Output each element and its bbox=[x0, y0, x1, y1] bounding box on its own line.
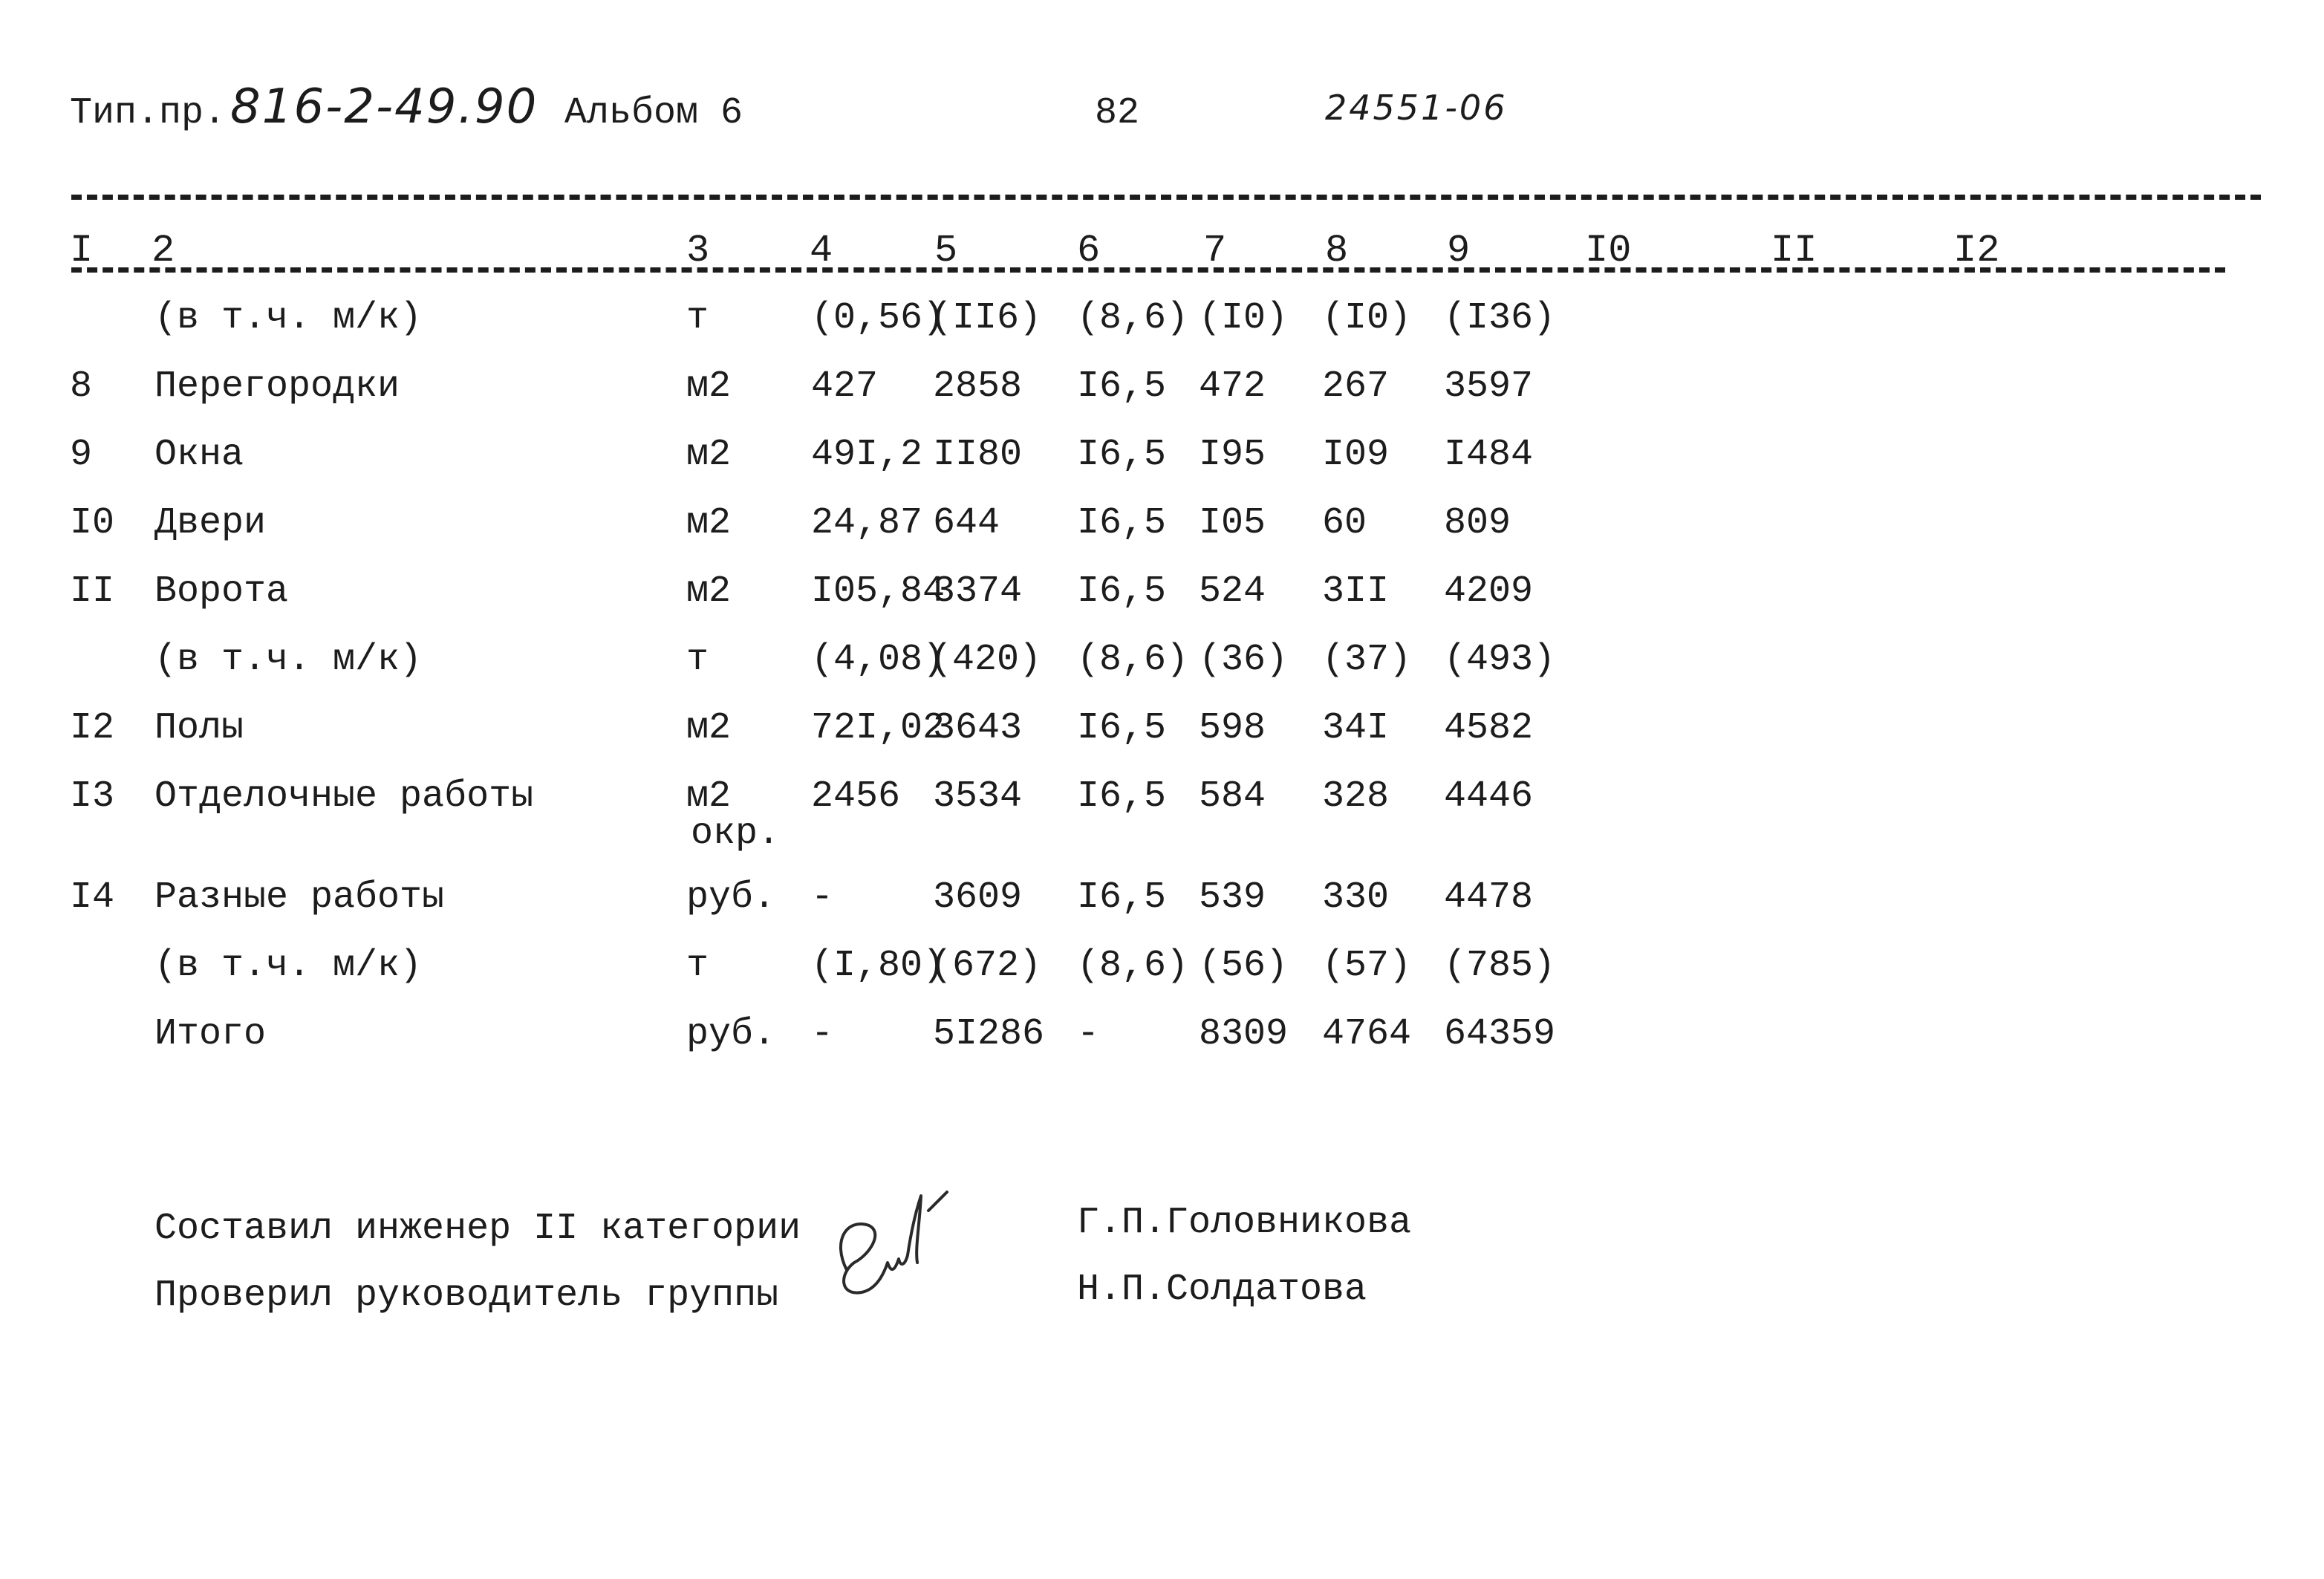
column-header-underline bbox=[71, 267, 2225, 273]
col-9-value: 4209 bbox=[1444, 570, 1534, 613]
unit-line-2: окр. bbox=[691, 813, 781, 855]
checked-by-label: Проверил руководитель группы bbox=[154, 1274, 779, 1317]
checked-by-name: Н.П.Солдатова bbox=[1077, 1269, 1367, 1311]
col-8-value: 34I bbox=[1322, 707, 1390, 749]
row-number: I0 bbox=[70, 502, 115, 544]
col-4-value: 72I,02 bbox=[811, 707, 945, 749]
col-8-value: (57) bbox=[1322, 945, 1412, 987]
item-name: Двери bbox=[154, 502, 267, 544]
album-label: Альбом 6 bbox=[564, 92, 743, 134]
col-6-value: I6,5 bbox=[1077, 365, 1167, 408]
doc-number: 24551-06 bbox=[1325, 88, 1508, 128]
col-8-value: 4764 bbox=[1322, 1013, 1412, 1055]
column-number: 8 bbox=[1325, 229, 1349, 273]
item-name: (в т.ч. м/к) bbox=[154, 639, 423, 681]
col-7-value: (I0) bbox=[1199, 297, 1289, 339]
item-name: Полы bbox=[154, 707, 244, 749]
item-name: Разные работы bbox=[154, 876, 445, 919]
row-number: 8 bbox=[70, 365, 93, 408]
column-number: I0 bbox=[1585, 229, 1632, 273]
col-6-value: (8,6) bbox=[1077, 945, 1189, 987]
unit: м2 bbox=[686, 775, 732, 818]
col-5-value: (672) bbox=[930, 945, 1042, 987]
col-8-value: 3II bbox=[1322, 570, 1390, 613]
column-number: 6 bbox=[1077, 229, 1101, 273]
col-4-value: 2456 bbox=[811, 775, 901, 818]
column-number: 4 bbox=[810, 229, 833, 273]
row-number: I4 bbox=[70, 876, 115, 919]
col-7-value: 598 bbox=[1199, 707, 1266, 749]
col-9-value: (I36) bbox=[1444, 297, 1556, 339]
col-4-value: 24,87 bbox=[811, 502, 923, 544]
col-7-value: 472 bbox=[1199, 365, 1266, 408]
unit: руб. bbox=[686, 876, 776, 919]
col-6-value: I6,5 bbox=[1077, 570, 1167, 613]
signature-image bbox=[817, 1181, 966, 1315]
unit: м2 bbox=[686, 502, 732, 544]
unit: т bbox=[686, 945, 709, 987]
col-4-value: (I,80) bbox=[811, 945, 945, 987]
item-name: Итого bbox=[154, 1013, 267, 1055]
col-4-value: (4,08) bbox=[811, 639, 945, 681]
item-name: (в т.ч. м/к) bbox=[154, 297, 423, 339]
row-number: I2 bbox=[70, 707, 115, 749]
column-number: II bbox=[1771, 229, 1817, 273]
col-9-value: 4446 bbox=[1444, 775, 1534, 818]
col-4-value: I05,84 bbox=[811, 570, 945, 613]
col-5-value: 3609 bbox=[933, 876, 1023, 919]
col-5-value: (420) bbox=[930, 639, 1042, 681]
col-6-value: I6,5 bbox=[1077, 434, 1167, 476]
col-4-value: 427 bbox=[811, 365, 879, 408]
row-number: II bbox=[70, 570, 115, 613]
col-6-value: (8,6) bbox=[1077, 639, 1189, 681]
compiled-by-label: Составил инженер II категории bbox=[154, 1208, 801, 1250]
item-name: Перегородки bbox=[154, 365, 400, 408]
separator-line bbox=[71, 195, 2261, 200]
col-9-value: (785) bbox=[1444, 945, 1556, 987]
col-7-value: 539 bbox=[1199, 876, 1266, 919]
item-name: Отделочные работы bbox=[154, 775, 534, 818]
col-9-value: 4478 bbox=[1444, 876, 1534, 919]
column-number: 7 bbox=[1203, 229, 1227, 273]
col-8-value: (37) bbox=[1322, 639, 1412, 681]
col-5-value: (II6) bbox=[930, 297, 1042, 339]
row-number: I3 bbox=[70, 775, 115, 818]
col-4-value: 49I,2 bbox=[811, 434, 923, 476]
unit: м2 bbox=[686, 707, 732, 749]
col-5-value: 644 bbox=[933, 502, 1000, 544]
col-6-value: - bbox=[1077, 1013, 1100, 1055]
col-9-value: 809 bbox=[1444, 502, 1511, 544]
col-9-value: I484 bbox=[1444, 434, 1534, 476]
col-8-value: 267 bbox=[1322, 365, 1390, 408]
col-5-value: 3534 bbox=[933, 775, 1023, 818]
col-9-value: 64359 bbox=[1444, 1013, 1556, 1055]
row-number: 9 bbox=[70, 434, 93, 476]
unit: м2 bbox=[686, 434, 732, 476]
col-9-value: (493) bbox=[1444, 639, 1556, 681]
col-8-value: 330 bbox=[1322, 876, 1390, 919]
col-4-value: (0,56) bbox=[811, 297, 945, 339]
col-7-value: 524 bbox=[1199, 570, 1266, 613]
item-name: (в т.ч. м/к) bbox=[154, 945, 423, 987]
col-8-value: I09 bbox=[1322, 434, 1390, 476]
column-number: 3 bbox=[686, 229, 710, 273]
col-5-value: II80 bbox=[933, 434, 1023, 476]
col-8-value: (I0) bbox=[1322, 297, 1412, 339]
col-9-value: 3597 bbox=[1444, 365, 1534, 408]
col-6-value: I6,5 bbox=[1077, 502, 1167, 544]
col-6-value: I6,5 bbox=[1077, 775, 1167, 818]
column-number: I2 bbox=[1953, 229, 2000, 273]
column-number: 2 bbox=[152, 229, 175, 273]
col-6-value: I6,5 bbox=[1077, 876, 1167, 919]
col-6-value: I6,5 bbox=[1077, 707, 1167, 749]
item-name: Ворота bbox=[154, 570, 289, 613]
col-4-value: - bbox=[811, 1013, 834, 1055]
unit: м2 bbox=[686, 570, 732, 613]
col-7-value: I05 bbox=[1199, 502, 1266, 544]
col-7-value: (56) bbox=[1199, 945, 1289, 987]
unit: т bbox=[686, 297, 709, 339]
unit: м2 bbox=[686, 365, 732, 408]
item-name: Окна bbox=[154, 434, 244, 476]
project-code: 816-2-49.90 bbox=[230, 79, 538, 134]
col-9-value: 4582 bbox=[1444, 707, 1534, 749]
col-7-value: 584 bbox=[1199, 775, 1266, 818]
col-7-value: (36) bbox=[1199, 639, 1289, 681]
doc-prefix: Тип.пр. bbox=[70, 92, 227, 134]
compiled-by-name: Г.П.Головникова bbox=[1077, 1202, 1412, 1244]
unit: руб. bbox=[686, 1013, 776, 1055]
column-number: I bbox=[70, 229, 94, 273]
col-8-value: 328 bbox=[1322, 775, 1390, 818]
col-5-value: 2858 bbox=[933, 365, 1023, 408]
col-7-value: 8309 bbox=[1199, 1013, 1289, 1055]
col-7-value: I95 bbox=[1199, 434, 1266, 476]
col-4-value: - bbox=[811, 876, 834, 919]
column-number: 9 bbox=[1447, 229, 1471, 273]
col-6-value: (8,6) bbox=[1077, 297, 1189, 339]
col-5-value: 5I286 bbox=[933, 1013, 1045, 1055]
col-5-value: 3643 bbox=[933, 707, 1023, 749]
page-number: 82 bbox=[1095, 92, 1140, 134]
unit: т bbox=[686, 639, 709, 681]
col-5-value: 3374 bbox=[933, 570, 1023, 613]
column-number: 5 bbox=[934, 229, 958, 273]
col-8-value: 60 bbox=[1322, 502, 1367, 544]
